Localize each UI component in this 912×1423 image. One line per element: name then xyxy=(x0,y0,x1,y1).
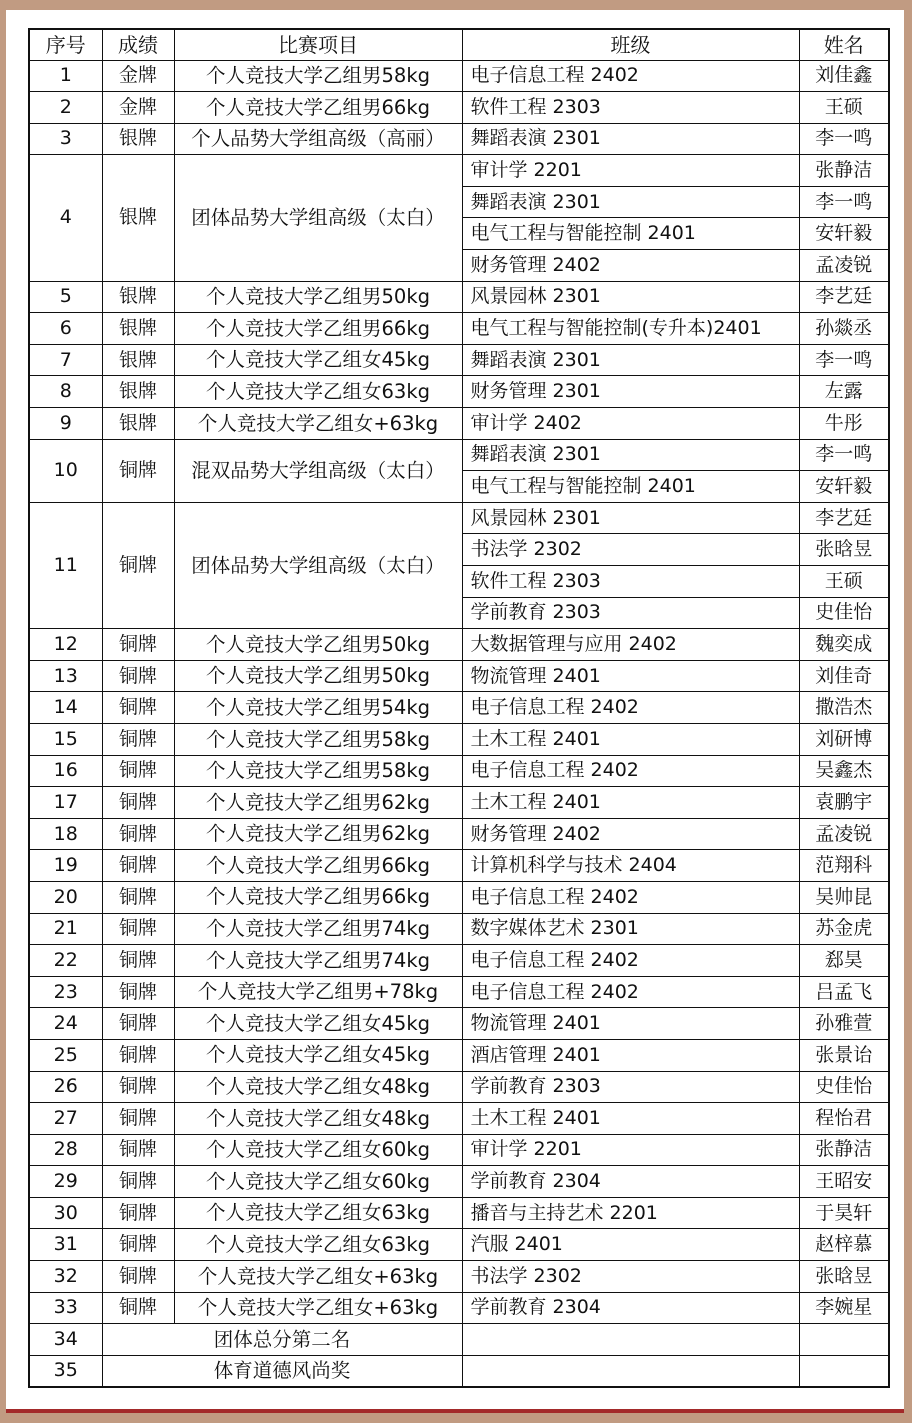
name-cell: 李艺廷 xyxy=(799,281,889,313)
seq-cell: 2 xyxy=(29,92,102,124)
seq-cell: 18 xyxy=(29,818,102,850)
name-cell: 李艺廷 xyxy=(799,502,889,534)
seq-cell: 4 xyxy=(29,155,102,281)
result-cell: 铜牌 xyxy=(102,881,174,913)
table-row xyxy=(29,755,889,787)
class-cell: 学前教育 2303 xyxy=(462,1071,799,1103)
seq-cell: 28 xyxy=(29,1134,102,1166)
name-cell: 李婉星 xyxy=(799,1292,889,1324)
header-class: 班级 xyxy=(462,29,799,60)
result-cell: 铜牌 xyxy=(102,1166,174,1198)
table-row xyxy=(29,92,889,124)
seq-cell: 25 xyxy=(29,1039,102,1071)
table-row xyxy=(29,976,889,1008)
result-cell: 金牌 xyxy=(102,60,174,92)
name-cell: 赵梓慕 xyxy=(799,1229,889,1261)
table-row xyxy=(29,1197,889,1229)
event-cell: 团体品势大学组高级（太白） xyxy=(174,155,462,281)
class-cell: 电气工程与智能控制 2401 xyxy=(462,471,799,503)
class-cell: 书法学 2302 xyxy=(462,1261,799,1293)
class-cell xyxy=(462,1355,799,1387)
table-row xyxy=(29,1134,889,1166)
table-row xyxy=(29,408,889,440)
class-cell: 计算机科学与技术 2404 xyxy=(462,850,799,882)
name-cell: 王昭安 xyxy=(799,1166,889,1198)
name-cell: 吴鑫杰 xyxy=(799,755,889,787)
name-cell: 王硕 xyxy=(799,92,889,124)
result-cell: 银牌 xyxy=(102,344,174,376)
event-cell: 个人竞技大学乙组女60kg xyxy=(174,1134,462,1166)
seq-cell: 19 xyxy=(29,850,102,882)
extra-award-cell: 团体总分第二名 xyxy=(102,1324,462,1356)
result-cell: 银牌 xyxy=(102,281,174,313)
result-cell: 铜牌 xyxy=(102,1229,174,1261)
class-cell: 风景园林 2301 xyxy=(462,502,799,534)
class-cell: 电子信息工程 2402 xyxy=(462,692,799,724)
name-cell xyxy=(799,1355,889,1387)
event-cell: 个人竞技大学乙组男58kg xyxy=(174,60,462,92)
name-cell: 郄昊 xyxy=(799,945,889,977)
name-cell: 孙雅萱 xyxy=(799,1008,889,1040)
table-row xyxy=(29,281,889,313)
name-cell: 范翔科 xyxy=(799,850,889,882)
seq-cell: 23 xyxy=(29,976,102,1008)
result-cell: 铜牌 xyxy=(102,1261,174,1293)
result-cell: 铜牌 xyxy=(102,1134,174,1166)
class-cell: 电子信息工程 2402 xyxy=(462,945,799,977)
class-cell: 土木工程 2401 xyxy=(462,1103,799,1135)
table-row xyxy=(29,376,889,408)
result-cell: 铜牌 xyxy=(102,1103,174,1135)
event-cell: 个人竞技大学乙组女60kg xyxy=(174,1166,462,1198)
class-cell: 书法学 2302 xyxy=(462,534,799,566)
seq-cell: 5 xyxy=(29,281,102,313)
seq-cell: 14 xyxy=(29,692,102,724)
extra-award-cell: 体育道德风尚奖 xyxy=(102,1355,462,1387)
name-cell: 史佳怡 xyxy=(799,597,889,629)
name-cell: 张静洁 xyxy=(799,155,889,187)
table-row xyxy=(29,155,889,187)
class-cell: 软件工程 2303 xyxy=(462,566,799,598)
name-cell: 史佳怡 xyxy=(799,1071,889,1103)
result-cell: 铜牌 xyxy=(102,755,174,787)
seq-cell: 35 xyxy=(29,1355,102,1387)
event-cell: 个人竞技大学乙组女63kg xyxy=(174,376,462,408)
class-cell: 电子信息工程 2402 xyxy=(462,881,799,913)
class-cell: 学前教育 2303 xyxy=(462,597,799,629)
seq-cell: 21 xyxy=(29,913,102,945)
table-row xyxy=(29,1324,889,1356)
class-cell: 电气工程与智能控制 2401 xyxy=(462,218,799,250)
table-row xyxy=(29,818,889,850)
name-cell xyxy=(799,1324,889,1356)
result-cell: 铜牌 xyxy=(102,502,174,628)
class-cell: 舞蹈表演 2301 xyxy=(462,186,799,218)
class-cell: 财务管理 2402 xyxy=(462,818,799,850)
result-cell: 银牌 xyxy=(102,155,174,281)
table-row xyxy=(29,1355,889,1387)
seq-cell: 29 xyxy=(29,1166,102,1198)
header-row xyxy=(29,29,889,60)
result-cell: 铜牌 xyxy=(102,1039,174,1071)
event-cell: 个人竞技大学乙组女63kg xyxy=(174,1229,462,1261)
event-cell: 个人竞技大学乙组女48kg xyxy=(174,1103,462,1135)
class-cell: 学前教育 2304 xyxy=(462,1292,799,1324)
seq-cell: 30 xyxy=(29,1197,102,1229)
seq-cell: 17 xyxy=(29,787,102,819)
name-cell: 张景诒 xyxy=(799,1039,889,1071)
event-cell: 个人竞技大学乙组男66kg xyxy=(174,881,462,913)
result-cell: 铜牌 xyxy=(102,439,174,502)
name-cell: 安轩毅 xyxy=(799,471,889,503)
name-cell: 李一鸣 xyxy=(799,344,889,376)
name-cell: 李一鸣 xyxy=(799,123,889,155)
class-cell: 数字媒体艺术 2301 xyxy=(462,913,799,945)
name-cell: 左露 xyxy=(799,376,889,408)
event-cell: 个人竞技大学乙组男62kg xyxy=(174,787,462,819)
result-cell: 铜牌 xyxy=(102,976,174,1008)
event-cell: 混双品势大学组高级（太白） xyxy=(174,439,462,502)
result-cell: 铜牌 xyxy=(102,629,174,661)
name-cell: 刘佳奇 xyxy=(799,660,889,692)
result-cell: 银牌 xyxy=(102,408,174,440)
event-cell: 个人竞技大学乙组男62kg xyxy=(174,818,462,850)
class-cell: 汽服 2401 xyxy=(462,1229,799,1261)
table-row xyxy=(29,1008,889,1040)
header-seq: 序号 xyxy=(29,29,102,60)
table-row xyxy=(29,1071,889,1103)
table-row xyxy=(29,945,889,977)
table-row xyxy=(29,313,889,345)
header-result: 成绩 xyxy=(102,29,174,60)
seq-cell: 12 xyxy=(29,629,102,661)
event-cell: 个人竞技大学乙组女45kg xyxy=(174,1039,462,1071)
class-cell: 播音与主持艺术 2201 xyxy=(462,1197,799,1229)
table-row xyxy=(29,123,889,155)
seq-cell: 34 xyxy=(29,1324,102,1356)
class-cell: 舞蹈表演 2301 xyxy=(462,123,799,155)
seq-cell: 31 xyxy=(29,1229,102,1261)
name-cell: 魏奕成 xyxy=(799,629,889,661)
class-cell: 软件工程 2303 xyxy=(462,92,799,124)
event-cell: 个人竞技大学乙组男66kg xyxy=(174,313,462,345)
seq-cell: 7 xyxy=(29,344,102,376)
name-cell: 吴帅昆 xyxy=(799,881,889,913)
document-sheet xyxy=(6,10,904,1413)
seq-cell: 6 xyxy=(29,313,102,345)
table-row xyxy=(29,660,889,692)
class-cell: 审计学 2201 xyxy=(462,1134,799,1166)
name-cell: 撒浩杰 xyxy=(799,692,889,724)
header-event: 比赛项目 xyxy=(174,29,462,60)
class-cell: 电子信息工程 2402 xyxy=(462,60,799,92)
table-row xyxy=(29,60,889,92)
table-row xyxy=(29,881,889,913)
name-cell: 李一鸣 xyxy=(799,439,889,471)
event-cell: 个人竞技大学乙组男+78kg xyxy=(174,976,462,1008)
awards-body xyxy=(29,60,889,1387)
seq-cell: 32 xyxy=(29,1261,102,1293)
event-cell: 团体品势大学组高级（太白） xyxy=(174,502,462,628)
event-cell: 个人竞技大学乙组女63kg xyxy=(174,1197,462,1229)
event-cell: 个人竞技大学乙组女45kg xyxy=(174,344,462,376)
result-cell: 铜牌 xyxy=(102,723,174,755)
table-row xyxy=(29,1166,889,1198)
seq-cell: 26 xyxy=(29,1071,102,1103)
name-cell: 程怡君 xyxy=(799,1103,889,1135)
event-cell: 个人竞技大学乙组男54kg xyxy=(174,692,462,724)
name-cell: 张晗昱 xyxy=(799,1261,889,1293)
class-cell: 土木工程 2401 xyxy=(462,723,799,755)
event-cell: 个人竞技大学乙组男50kg xyxy=(174,281,462,313)
class-cell: 审计学 2402 xyxy=(462,408,799,440)
result-cell: 金牌 xyxy=(102,92,174,124)
class-cell: 酒店管理 2401 xyxy=(462,1039,799,1071)
event-cell: 个人竞技大学乙组男66kg xyxy=(174,92,462,124)
seq-cell: 10 xyxy=(29,439,102,502)
class-cell: 电气工程与智能控制(专升本)2401 xyxy=(462,313,799,345)
seq-cell: 33 xyxy=(29,1292,102,1324)
name-cell: 张静洁 xyxy=(799,1134,889,1166)
class-cell: 学前教育 2304 xyxy=(462,1166,799,1198)
name-cell: 王硕 xyxy=(799,566,889,598)
name-cell: 孙燚丞 xyxy=(799,313,889,345)
result-cell: 铜牌 xyxy=(102,787,174,819)
table-row xyxy=(29,1039,889,1071)
seq-cell: 1 xyxy=(29,60,102,92)
result-cell: 铜牌 xyxy=(102,692,174,724)
name-cell: 苏金虎 xyxy=(799,913,889,945)
table-row xyxy=(29,723,889,755)
seq-cell: 3 xyxy=(29,123,102,155)
class-cell: 物流管理 2401 xyxy=(462,660,799,692)
table-row xyxy=(29,913,889,945)
seq-cell: 8 xyxy=(29,376,102,408)
class-cell: 土木工程 2401 xyxy=(462,787,799,819)
name-cell: 张晗昱 xyxy=(799,534,889,566)
table-row xyxy=(29,344,889,376)
event-cell: 个人竞技大学乙组女45kg xyxy=(174,1008,462,1040)
name-cell: 李一鸣 xyxy=(799,186,889,218)
class-cell: 审计学 2201 xyxy=(462,155,799,187)
class-cell: 电子信息工程 2402 xyxy=(462,976,799,1008)
table-row xyxy=(29,1261,889,1293)
result-cell: 铜牌 xyxy=(102,1008,174,1040)
seq-cell: 13 xyxy=(29,660,102,692)
seq-cell: 27 xyxy=(29,1103,102,1135)
result-cell: 铜牌 xyxy=(102,1071,174,1103)
event-cell: 个人竞技大学乙组女+63kg xyxy=(174,1261,462,1293)
result-cell: 铜牌 xyxy=(102,913,174,945)
table-row xyxy=(29,850,889,882)
table-row xyxy=(29,692,889,724)
header-name: 姓名 xyxy=(799,29,889,60)
seq-cell: 15 xyxy=(29,723,102,755)
class-cell: 风景园林 2301 xyxy=(462,281,799,313)
class-cell: 物流管理 2401 xyxy=(462,1008,799,1040)
event-cell: 个人竞技大学乙组女48kg xyxy=(174,1071,462,1103)
class-cell: 财务管理 2301 xyxy=(462,376,799,408)
seq-cell: 22 xyxy=(29,945,102,977)
name-cell: 于昊轩 xyxy=(799,1197,889,1229)
seq-cell: 9 xyxy=(29,408,102,440)
seq-cell: 24 xyxy=(29,1008,102,1040)
seq-cell: 20 xyxy=(29,881,102,913)
class-cell: 舞蹈表演 2301 xyxy=(462,344,799,376)
name-cell: 袁鹏宇 xyxy=(799,787,889,819)
name-cell: 吕孟飞 xyxy=(799,976,889,1008)
table-row xyxy=(29,787,889,819)
table-row xyxy=(29,1103,889,1135)
table-row xyxy=(29,1292,889,1324)
event-cell: 个人竞技大学乙组男58kg xyxy=(174,755,462,787)
result-cell: 铜牌 xyxy=(102,660,174,692)
event-cell: 个人竞技大学乙组男66kg xyxy=(174,850,462,882)
result-cell: 银牌 xyxy=(102,123,174,155)
seq-cell: 11 xyxy=(29,502,102,628)
table-row xyxy=(29,439,889,471)
result-cell: 银牌 xyxy=(102,313,174,345)
result-cell: 铜牌 xyxy=(102,945,174,977)
awards-table xyxy=(28,28,890,1388)
name-cell: 刘研博 xyxy=(799,723,889,755)
event-cell: 个人竞技大学乙组男74kg xyxy=(174,945,462,977)
event-cell: 个人竞技大学乙组男74kg xyxy=(174,913,462,945)
result-cell: 铜牌 xyxy=(102,850,174,882)
class-cell xyxy=(462,1324,799,1356)
event-cell: 个人竞技大学乙组男50kg xyxy=(174,629,462,661)
result-cell: 铜牌 xyxy=(102,818,174,850)
result-cell: 铜牌 xyxy=(102,1197,174,1229)
event-cell: 个人竞技大学乙组女+63kg xyxy=(174,1292,462,1324)
event-cell: 个人竞技大学乙组女+63kg xyxy=(174,408,462,440)
class-cell: 大数据管理与应用 2402 xyxy=(462,629,799,661)
class-cell: 舞蹈表演 2301 xyxy=(462,439,799,471)
name-cell: 孟凌锐 xyxy=(799,818,889,850)
table-row xyxy=(29,502,889,534)
table-row xyxy=(29,629,889,661)
event-cell: 个人竞技大学乙组男58kg xyxy=(174,723,462,755)
event-cell: 个人品势大学组高级（高丽） xyxy=(174,123,462,155)
name-cell: 刘佳鑫 xyxy=(799,60,889,92)
name-cell: 孟凌锐 xyxy=(799,250,889,282)
name-cell: 牛彤 xyxy=(799,408,889,440)
class-cell: 电子信息工程 2402 xyxy=(462,755,799,787)
table-row xyxy=(29,1229,889,1261)
event-cell: 个人竞技大学乙组男50kg xyxy=(174,660,462,692)
seq-cell: 16 xyxy=(29,755,102,787)
result-cell: 银牌 xyxy=(102,376,174,408)
class-cell: 财务管理 2402 xyxy=(462,250,799,282)
result-cell: 铜牌 xyxy=(102,1292,174,1324)
name-cell: 安轩毅 xyxy=(799,218,889,250)
